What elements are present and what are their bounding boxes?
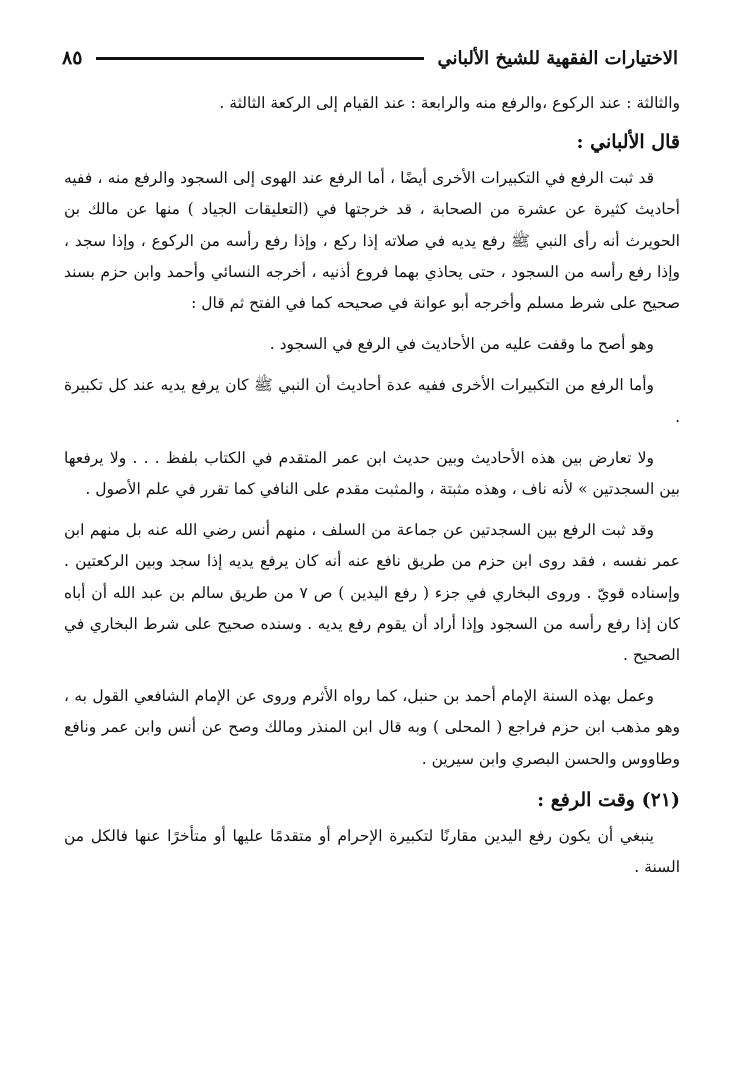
page-number: ٨٥	[62, 47, 83, 69]
paragraph-4: ولا تعارض بين هذه الأحاديث وبين حديث ابن عمر المتقدم في الكتاب بلفظ . . . ولا يرفعها بين السجدتين » لأنه ناف ، وهذه مثبتة ، والمثبت مقدم على النافي كما تقرر في علم الأصول .	[64, 448, 680, 499]
page-body	[64, 88, 680, 883]
paragraph-1: قد ثبت الرفع في التكبيرات الأخرى أيضًا ، أما الرفع عند الهوى إلى السجود والرفع منه ، ففيه أحاديث كثيرة عن عشرة من الصحابة ، قد خرجتها في (التعليقات الجياد ) منها عن مالك بن الحويرث أنه رأى النبي ﷺ رفع يديه في صلاته إذا ركع ، وإذا رفع رأسه من الركوع ، وإذا سجد ، وإذا رفع رأسه من السجود ، حتى يحاذي بهما فروع أذنيه ، أخرجه النسائي وأحمد وابن حزم بسند صحيح على شرط مسلم وأخرجه أبو عوانة في صحيحه كما في الفتح ثم قال :	[64, 169, 680, 313]
paragraph-3: وأما الرفع من التكبيرات الأخرى ففيه عدة أحاديث أن النبي ﷺ كان يرفع يديه عند كل تكبيرة .	[64, 376, 680, 426]
running-title: الاختيارات الفقهية للشيخ الألباني	[437, 47, 678, 69]
paragraph-2: وهو أصح ما وقفت عليه من الأحاديث في الرفع في السجود .	[269, 335, 654, 354]
paragraph-7: ينبغي أن يكون رفع اليدين مقارنًا لتكبيرة الإحرام أو متقدمًا عليها أو متأخرًا عنها فالكل من السنة .	[64, 826, 680, 877]
header-rule	[96, 57, 423, 60]
paragraph-5: وقد ثبت الرفع بين السجدتين عن جماعة من السلف ، منهم أنس رضي الله عنه بل منهم ابن عمر نفسه ، فقد روى ابن حزم من طريق نافع عنه أنه كان يرفع يديه إذا سجد وبين الركعتين . وإسناده قويّ . وروى البخاري في جزء ( رفع اليدين ) ص ٧ من طريق سالم بن عبد الله أن أباه كان إذا رفع رأسه من السجود وإذا أراد أن يقوم رفع يديه . وسنده صحيح على شرط البخاري في الصحيح .	[64, 521, 680, 665]
heading-albani: قال الألباني :	[576, 131, 680, 154]
running-header	[62, 40, 678, 76]
paragraph-6: وعمل بهذه السنة الإمام أحمد بن حنبل، كما رواه الأثرم وروى عن الإمام الشافعي القول به ، وهو مذهب ابن حزم فراجع ( المحلى ) وبه قال ابن المنذر ومالك وصح عن أنس وابن عمر ونافع وطاووس والحسن البصري وابن سيرين .	[64, 687, 680, 768]
paragraph-0: والثالثة : عند الركوع ،والرفع منه والرابعة : عند القيام إلى الركعة الثالثة .	[219, 94, 680, 112]
section-heading: (٢١) وقت الرفع :	[537, 788, 680, 811]
